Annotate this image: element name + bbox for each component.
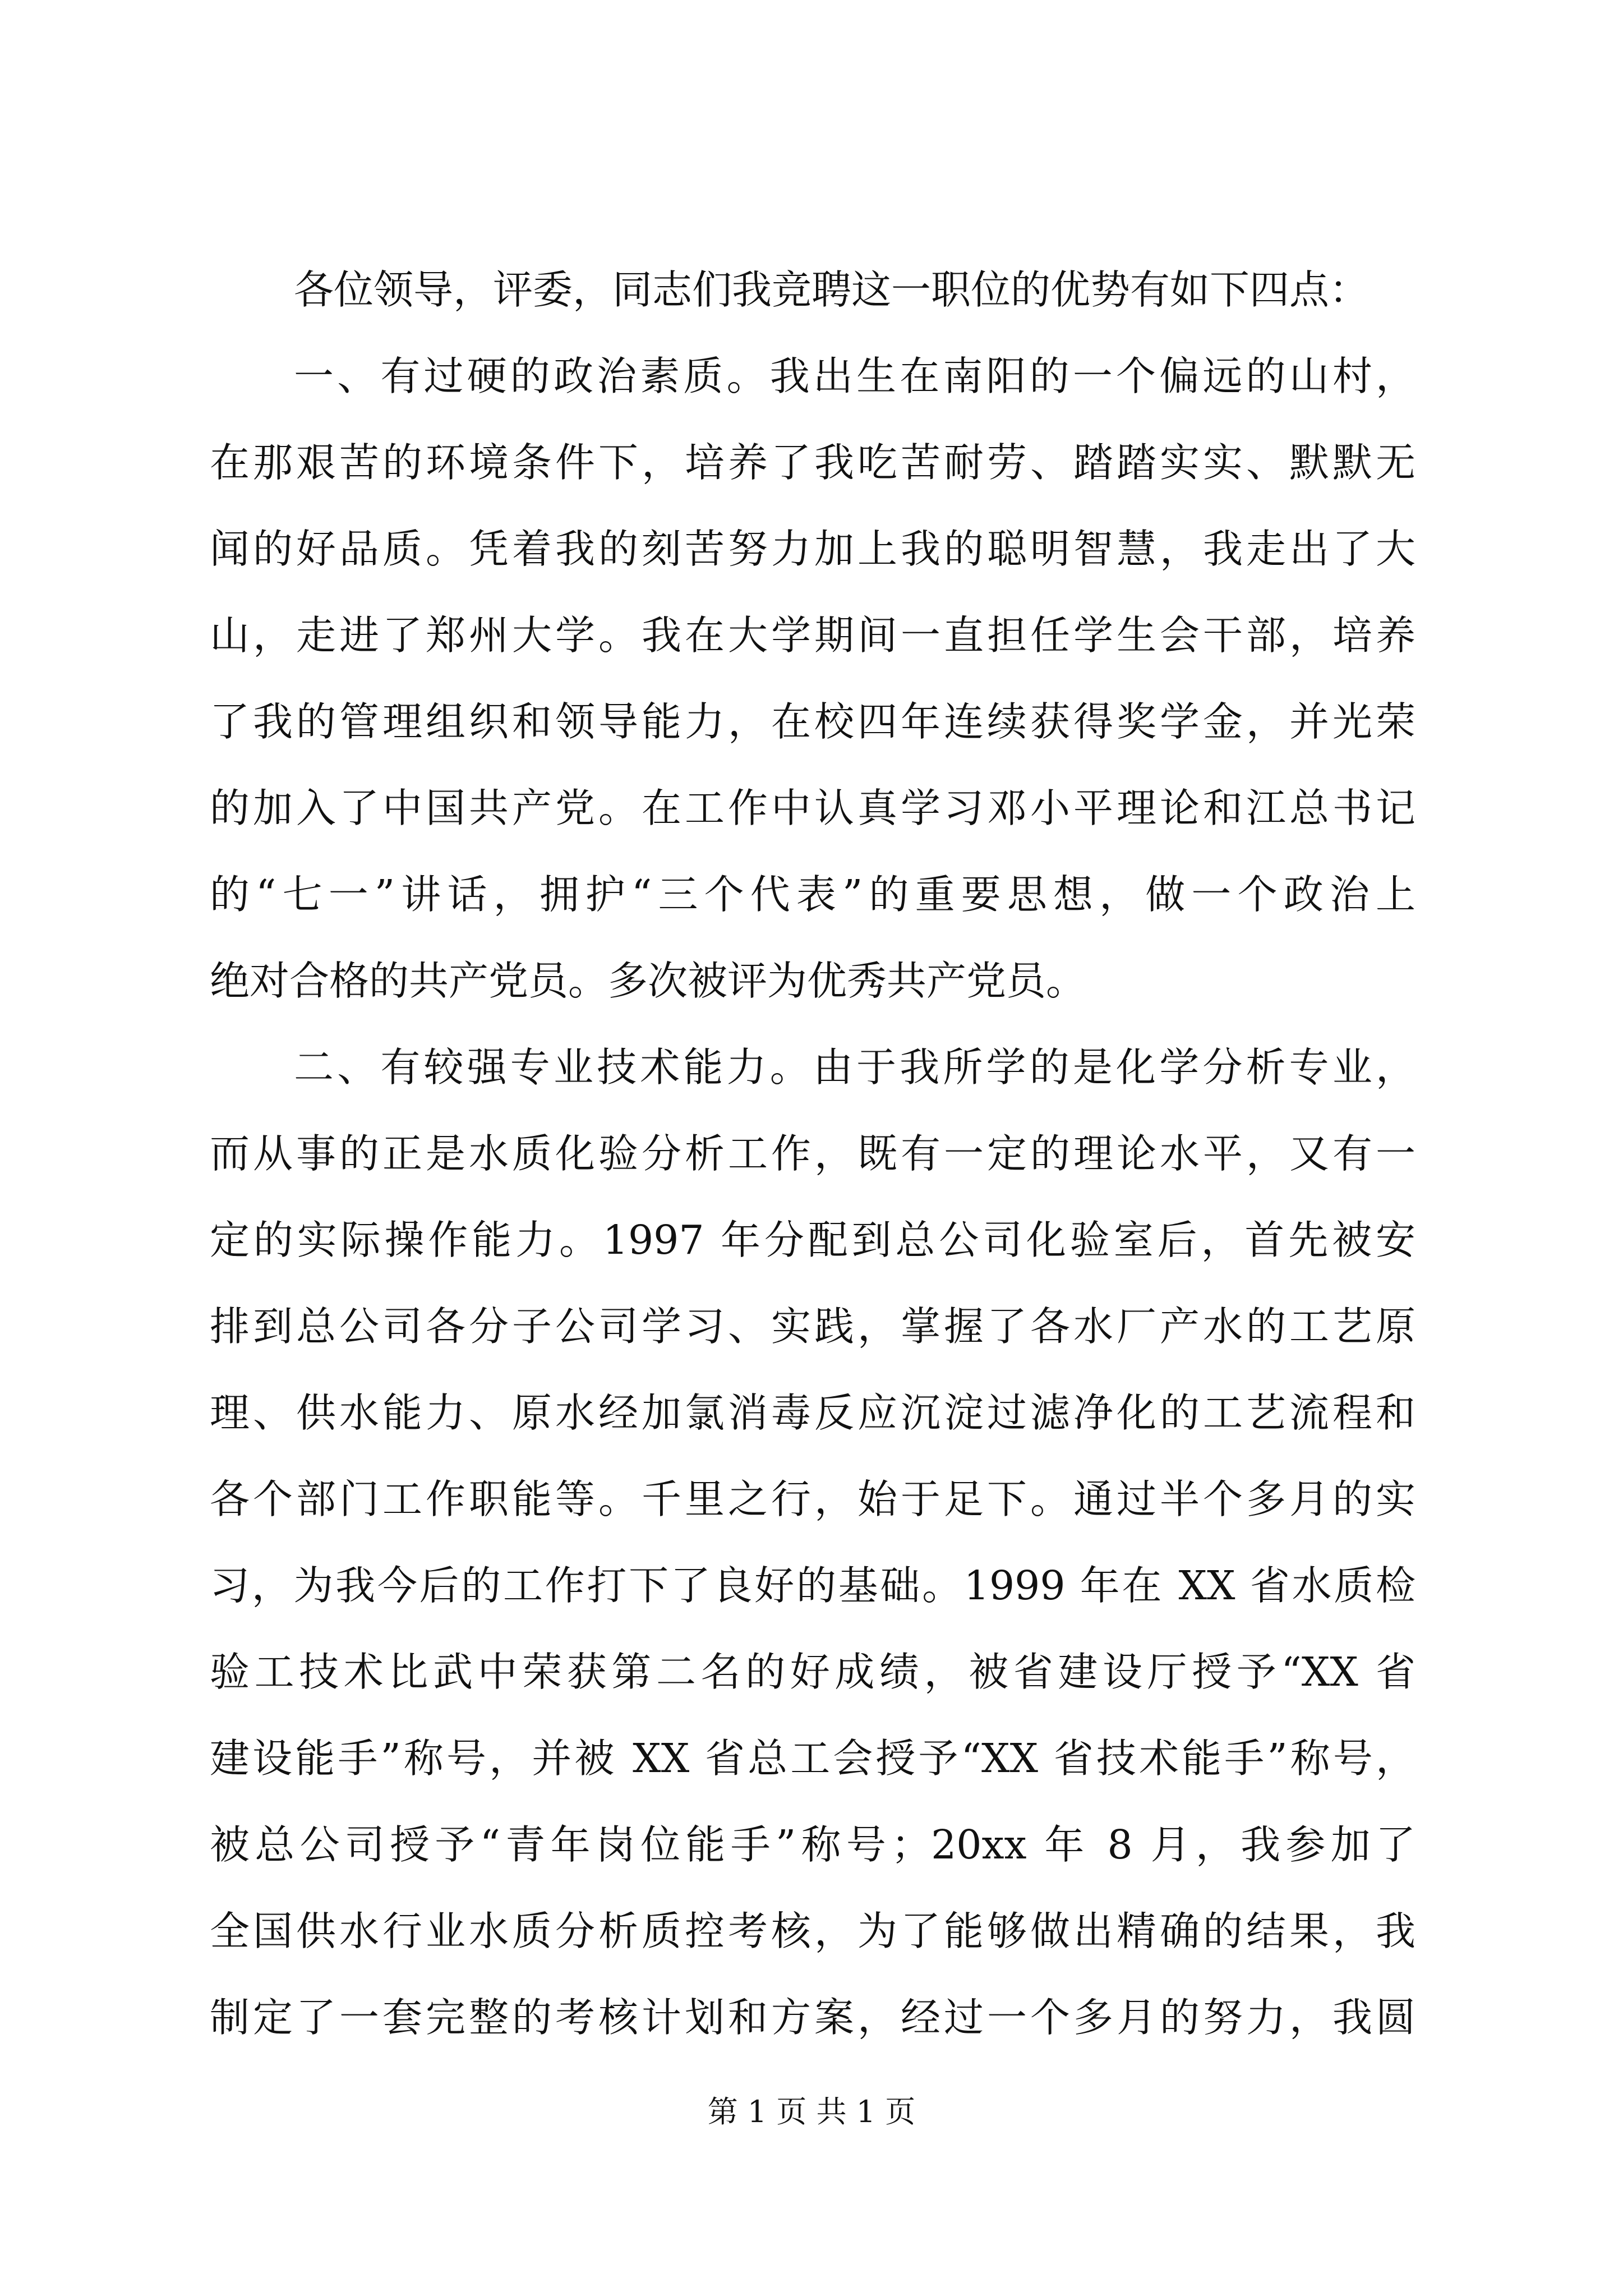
paragraph-1-line: 的加入了中国共产党。在工作中认真学习邓小平理论和江总书记	[210, 785, 1415, 831]
page-footer: 第 1 页 共 1 页	[707, 2094, 916, 2129]
paragraph-1-line: 在那艰苦的环境条件下，培养了我吃苦耐劳、踏踏实实、默默无	[210, 439, 1415, 486]
paragraph-2-line: 定的实际操作能力。1997 年分配到总公司化验室后，首先被安	[210, 1217, 1415, 1263]
paragraph-2-line: 二、有较强专业技术能力。由于我所学的是化学分析专业，	[294, 1044, 1415, 1091]
paragraph-1-line: 山，走进了郑州大学。我在大学期间一直担任学生会干部，培养	[210, 612, 1415, 659]
paragraph-1-line: 闻的好品质。凭着我的刻苦努力加上我的聪明智慧，我走出了大	[210, 526, 1415, 572]
paragraph-2-line: 而从事的正是水质化验分析工作，既有一定的理论水平，又有一	[210, 1130, 1415, 1177]
paragraph-1-line: 了我的管理组织和领导能力，在校四年连续获得奖学金，并光荣	[210, 698, 1415, 745]
paragraph-1	[210, 333, 1415, 1024]
paragraph-1-line: 一、有过硬的政治素质。我出生在南阳的一个偏远的山村，	[294, 353, 1415, 399]
paragraph-2-line: 验工技术比武中荣获第二名的好成绩，被省建设厅授予“XX 省	[210, 1649, 1415, 1695]
paragraph-2-line: 习，为我今后的工作打下了良好的基础。1999 年在 XX 省水质检	[210, 1562, 1415, 1609]
paragraph-2	[210, 1024, 1415, 2061]
paragraph-2-line: 各个部门工作职能等。千里之行，始于足下。通过半个多月的实	[210, 1476, 1415, 1522]
paragraph-2-line: 排到总公司各分子公司学习、实践，掌握了各水厂产水的工艺原	[210, 1303, 1415, 1350]
paragraph-2-line: 理、供水能力、原水经加氯消毒反应沉淀过滤净化的工艺流程和	[210, 1389, 1415, 1436]
paragraph-2-line: 建设能手”称号，并被 XX 省总工会授予“XX 省技术能手”称号，	[210, 1735, 1415, 1782]
paragraph-2-line: 制定了一套完整的考核计划和方案，经过一个多月的努力，我圆	[210, 1994, 1415, 2041]
paragraph-2-line: 全国供水行业水质分析质控考核，为了能够做出精确的结果，我	[210, 1908, 1415, 1954]
document-body	[210, 247, 1415, 2061]
paragraph-1-line: 绝对合格的共产党员。多次被评为优秀共产党员。	[210, 958, 1086, 1004]
paragraph-2-line: 被总公司授予“青年岗位能手”称号；20xx 年 8 月，我参加了	[210, 1821, 1415, 1868]
paragraph-1-line: 的“七一”讲话，拥护“三个代表”的重要思想，做一个政治上	[210, 871, 1415, 918]
greeting-line: 各位领导，评委，同志们我竞聘这一职位的优势有如下四点：	[294, 266, 1370, 313]
